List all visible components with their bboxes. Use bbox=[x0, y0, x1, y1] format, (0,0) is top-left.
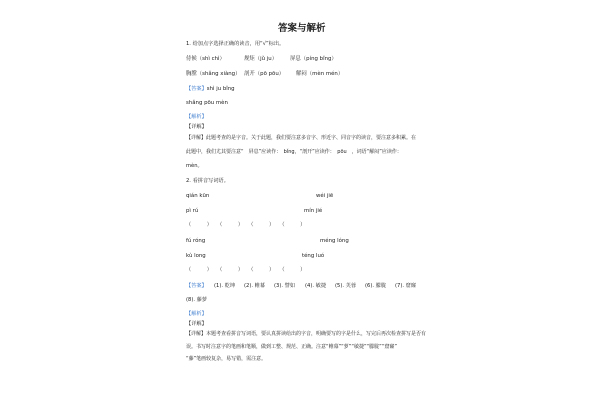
q1-item: 规矩（jǔ ju） bbox=[244, 56, 278, 62]
answer-blanks: （ ） （ ） （ ） （ ） bbox=[186, 222, 306, 228]
q1-item: 侍候（shì chì） bbox=[186, 56, 225, 62]
answer-tag: 【答案】 bbox=[186, 86, 207, 92]
answer-item: (2). 帷幕 bbox=[244, 283, 266, 289]
q1-item: 解闷（mèn mén） bbox=[296, 71, 344, 77]
q1-item: 屏息（píng bǐng） bbox=[290, 56, 337, 62]
question-1-prompt: 1. 给加点字选择正确的读音，用“√”标出。 bbox=[186, 41, 285, 47]
detail-tag-inline: 【详解】 bbox=[186, 135, 207, 141]
answer-item: (3). 譬如 bbox=[274, 283, 296, 289]
question-2-prompt: 2. 看拼音写词语。 bbox=[186, 178, 229, 184]
answer-item: (5). 芙蓉 bbox=[335, 283, 357, 289]
detail-tag: 【详解】 bbox=[186, 124, 207, 130]
pinyin: téng luó bbox=[302, 253, 325, 259]
page-title: 答案与解析 bbox=[278, 23, 326, 34]
answer-item: (4). 敏捷 bbox=[305, 283, 327, 289]
detail-tag-inline: 【详解】 bbox=[186, 331, 207, 337]
q2-detail-line2: 误。书写时注意字的笔画和笔顺，做到工整、规范、正确。注意“帷幕”“萝”“敏捷”“朦胧”“窟窿” bbox=[186, 344, 397, 350]
answer-item: (6). 朦胧 bbox=[365, 283, 387, 289]
answer-item: (7). 窟窿 bbox=[395, 283, 417, 289]
q2-detail-line1 bbox=[186, 331, 426, 338]
detail-tag: 【详解】 bbox=[186, 321, 207, 327]
answer-blanks: （ ） （ ） （ ） （ ） bbox=[186, 267, 306, 273]
pinyin: wéi jiē bbox=[316, 193, 334, 199]
q2-detail-line3: “藤”笔画较复杂，易写错，需注意。 bbox=[186, 356, 267, 362]
answer-item: (8). 藤萝 bbox=[186, 297, 208, 303]
pinyin: kù long bbox=[186, 253, 206, 259]
analysis-tag: 【解析】 bbox=[186, 311, 207, 317]
pinyin: mín jié bbox=[304, 208, 323, 214]
analysis-tag: 【解析】 bbox=[186, 114, 207, 120]
pinyin: pì rú bbox=[186, 208, 199, 214]
q1-item: 胸膛（shǎng xiàng） bbox=[186, 71, 241, 77]
pinyin: méng lóng bbox=[320, 238, 349, 244]
q1-answer bbox=[186, 86, 235, 93]
q1-item: 剖开（pō pōu） bbox=[244, 71, 285, 77]
answer-tag: 【答案】 bbox=[186, 283, 207, 289]
q1-answer-line1: shì ju bǐng bbox=[206, 86, 235, 92]
detail-text: 本题考查看拼音写词语，要认真拼读给出的字音，明确要写的字是什么，写完后再次检查拼写是否有 bbox=[206, 331, 427, 337]
q1-answer-line2: shǎng pōu mèn bbox=[186, 100, 228, 106]
q1-detail-line2: 此题中，我们尤其要注意“ 屏息”应读作： bǐng，“剖开”应读作： pōu ，词语“解闷”应读作： bbox=[186, 149, 402, 155]
answer-item: (1). 乾坤 bbox=[214, 283, 236, 289]
pinyin: fú róng bbox=[186, 238, 206, 244]
q1-detail-line1 bbox=[186, 135, 416, 142]
pinyin: qián kūn bbox=[186, 193, 210, 199]
q1-detail-line3: mèn。 bbox=[186, 163, 203, 169]
detail-text: 此题考查的是字音。关于此题，我们要注意多音字、形近字、同音字的读音，要注意多积累。在 bbox=[206, 135, 417, 141]
